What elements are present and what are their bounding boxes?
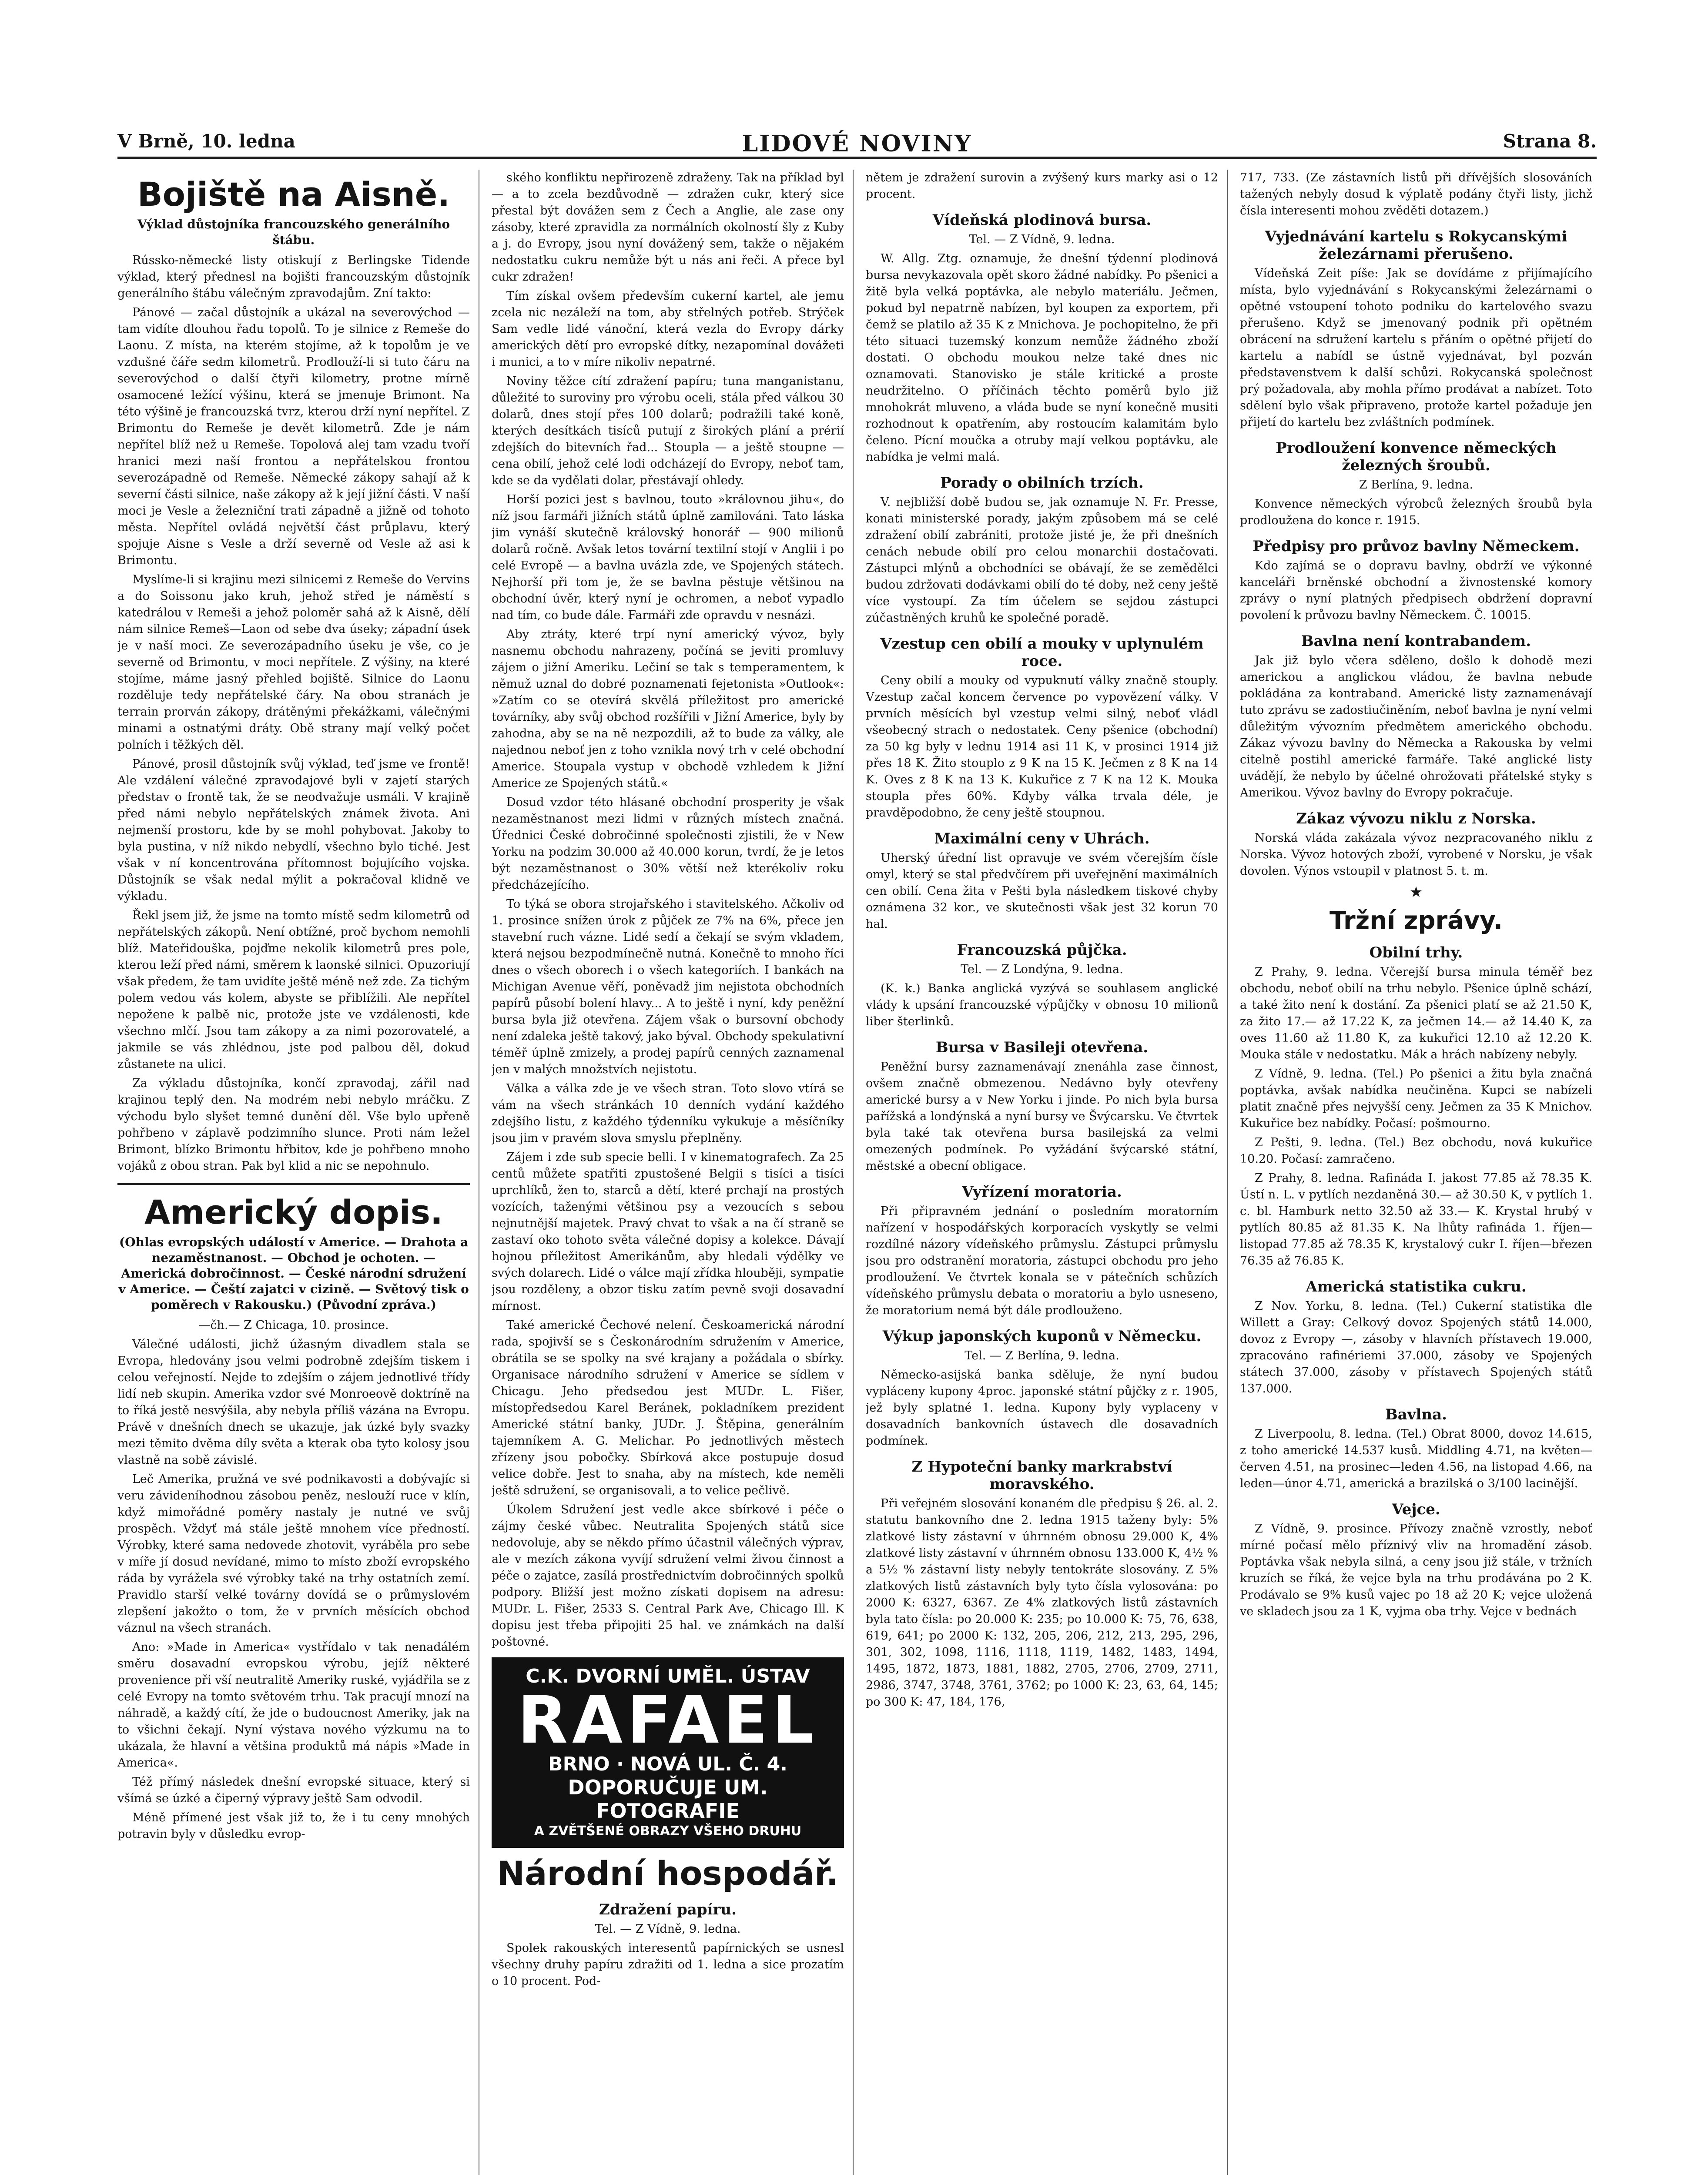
- paragraph: Rússko-německé listy otiskují z Berlingske Tidende výklad, který přednesl na bojišti francouzským důstojník generálního štábu válečným zpravodajům. Zní takto:: [117, 254, 470, 300]
- paragraph: To týká se obora strojařského i stavitelského. Ačkoliv od 1. prosince snížen úrok z půjček ze 7% na 6%, přece jen stavební ruch vázne. Lidé sedí a čekají se svým vkladem, která nejsou bezpodmínečně nutná. Konečně to mnoho říci dnes o všech oborech i o všech kategoriích. I bankách na Michigan Avenue věří, poněvadž jim nejistota obchodních papírů působí bolení hlavy... A to ještě i nyní, kdy peněžní bursa byla již otevřena. Zájem však o bursovní obchody není zdaleka ještě takový, jako býval. Obchody spekulativní téměř úplně zmizely, a prodej papírů cenných zaznamenal jen v malých množstvích nejistotu.: [492, 897, 844, 1076]
- column-divider: [853, 170, 854, 2175]
- paragraph: Z Liverpoolu, 8. ledna. (Tel.) Obrat 8000, dovoz 14.615, z toho americké 14.537 kusů. Middling 4.71, na květen—červen 4.51, na prosinec—leden 4.56, na listopad 4.66, na leden—únor 4.71, americká a brazilská o 3/100 lacinější.: [1240, 1427, 1592, 1490]
- page-number: Strana 8.: [1503, 130, 1597, 152]
- article-title-americky-dopis: Americký dopis.: [144, 1193, 443, 1231]
- article-dateline: Z Berlína, 9. ledna.: [1359, 478, 1474, 492]
- paragraph: (K. k.) Banka anglická vyzývá se souhlasem anglické vlády k upsání francouzské výpůjčky v obnosu 10 milionů liber šterlinků.: [866, 982, 1218, 1028]
- paragraph: Norská vláda zakázala vývoz nezpracovaného niklu z Norska. Vývoz hotových zboží, vyrobené v Norsku, je však dovolen. Výnos vstoupil v platnost 5. t. m.: [1240, 831, 1592, 878]
- section-subtitle: Obilní trhy.: [1369, 944, 1463, 961]
- article-title: Vyřízení moratoria.: [962, 1183, 1122, 1201]
- paragraph: Pánové, prosil důstojník svůj výklad, teď jsme ve frontě! Ale vzdálení válečné zpravodajové byli v zajetí starých představ o frontě tak, že se neodvažuje usmáli. V krajině před námi nebylo nepřátelských známek života. Ani nejmenší prostoru, kde by se mohl pohybovat. Jakoby to byla pustina, v níž nikdo nebydlí, všechno bylo tiché. Jest však v ní koncentrována přítomnost bojujícího vojska. Důstojník se však nedal mýlit a pokračoval klidně ve výkladu.: [117, 757, 470, 903]
- article-dateline: Tel. — Z Vídně, 9. ledna.: [595, 1922, 741, 1936]
- paragraph: Dosud vzdor této hlásané obchodní prosperity je však nezaměstnanost mezi lidmi v různých místech značná. Úřednici České dobročinné společnosti zjistili, že v New Yorku na podzim 30.000 až 40.000 korun, tvrdí, že je letos být nezaměstnanost o 30% větší než kterékoliv roku předcházejícího.: [492, 796, 844, 892]
- paragraph: Pánové — začal důstojník a ukázal na severovýchod — tam vidíte dlouhou řadu topolů. To je silnice z Remeše do Laonu. Z místa, na kterém stojíme, až k topolům je ve vzdušné čáře sedm kilometrů. Prodlouží-li si tuto čáru na severovýchod o další čtyři kilometry, protne mírně osamocené ležící výšinu, která se jmenuje Brimont. Na této výšině je francouzská tvrz, kterou drží nyní nepřítel. Z Brimontu do Remeše je devět kilometrů. Zde je nám nepřítel blíž než u Remeše. Topolová alej tam vzadu tvoří hranici mezi naší frontou a nepřátelskou frontou severozápadně od Remeše. Německé zákopy sahají až k severní části silnice, naše zákopy až k její jižní části. V naší moci je Vesle a železniční trati západně a jižně od tohoto města. Nepřítel ovládá největší část průplavu, který spojuje Aisne s Vesle a drží severně od Vesle až asi k Brimontu.: [117, 306, 470, 567]
- paragraph: Z Vídně, 9. ledna. (Tel.) Po pšenici a žitu byla značná poptávka, avšak nabídka neučiněna. Kupci se nabízeli platit značně přes nejvyšší ceny. Ječmen za 35 K Mnichov. Kukuřice bez nabídky. Počasí: pošmourno.: [1240, 1067, 1592, 1130]
- paragraph: Za výkladu důstojníka, končí zpravodaj, zářil nad krajinou teplý den. Na modrém nebi nebylo mráčku. Z východu bylo slyšet temné dunění děl. Vše bylo upřeně pohřbeno v záplavě podzimního slunce. Proti nám ležel Brimont, blízko Brimontu hřbitov, kde je pohřbeno mnoho vojáků z obou stran. Pak byl klid a nic se nepohnulo.: [117, 1077, 470, 1173]
- paragraph: Válečné události, jichž úžasným divadlem stala se Evropa, hledovány jsou velmi podrobně zdejším tiskem i celou veřejností. Nejde to zdejším o zájem jednotlivé třídy lidí neb skupin. Amerika vzdor své Monroeově doktríně na to říká jestě nesvýšila, aby nebyla příliš vázána na Evropu. Právě v dnešních dnech se ukazuje, jak úzké byly svazky mezi těmito dvěma díly světa a kterak oba tyto kolosy jsou vlastně na sobě závislé.: [117, 1338, 470, 1467]
- header-date: V Brně, 10. ledna: [117, 130, 295, 152]
- paragraph: Spolek rakouských interesentů papírnických se usnesl všechny druhy papíru zdražiti od 1. ledna a sice prozatím o 10 procent. Pod-: [492, 1941, 844, 1988]
- paragraph: nětem je zdražení surovin a zvýšený kurs marky asi o 12 procent.: [866, 171, 1218, 201]
- newspaper-title: LIDOVÉ NOVINY: [742, 130, 972, 157]
- ad-line: BRNO · NOVÁ UL. Č. 4.: [548, 1753, 787, 1775]
- article-title: Zdražení papíru.: [599, 1901, 737, 1918]
- article-dateline: Tel. — Z Vídně, 9. ledna.: [969, 233, 1115, 246]
- paragraph: Také americké Čechové nelení. Českoamerická národní rada, spojivší se s Českonárodním sdružením v Americe, obrátila se se spolky na své krajany a požádala o sbírky. Organisace národního sdružení v Americe se sídlem v Chicagu. Jeho předsedou jest MUDr. L. Fišer, místopředsedou Karel Beránek, pokladníkem prezident Americké státní banky, JUDr. J. Štěpina, generálním tajemníkem A. G. Melichar. Po jednotlivých městech zřízeny jsou pobočky. Sbírková akce postupuje dosud velice dobře. Jest to snaha, aby na místech, kde neměli ještě sdružení, se organisovali, a to velice pečlivě.: [492, 1318, 844, 1497]
- paragraph: Uherský úřední list opravuje ve svém včerejším čísle omyl, který se stal předvčírem při uveřejnění maximálních cen obilí. Cena žita v Pešti byla následkem tiskové chyby oznámena 32 kor., ve skutečnosti však jest 32 korun 70 hal.: [866, 851, 1218, 931]
- article-title: Vzestup cen obilí a mouky v uplynulém roce.: [880, 635, 1204, 670]
- paragraph: Aby ztráty, které trpí nyní americký vývoz, byly nasnemu obchodu nahrazeny, počíná se jeviti promluvy zájem o jižní Ameriku. Lečiní se tak s temperamentem, k němuž uznal do dobré poznamenati fejetonista »Outlook«: »Zatím co se otevírá skvělá příležitost pro americké továrníky, aby svůj obchod rozšířili v Jižní Americe, byly by zahodna, aby se na ně nezpozdili, až to bude za války, ale najednou neboť jen z toho vznikla nový trh v celé obchodní Americe. Stoupala vystup v obchodě vzhledem k Jižní Americe ze Spojených států.«: [492, 628, 844, 790]
- paragraph: Z Pešti, 9. ledna. (Tel.) Bez obchodu, nová kukuřice 10.20. Počasí: zamračeno.: [1240, 1136, 1592, 1166]
- paragraph: Válka a válka zde je ve všech stran. Toto slovo vtírá se vám na všech stránkách 10 denních vydání každého zdejšího listu, z každého týdenníku vykukuje a měsíčníky jsou jim v pravém slova smyslu přeplněny.: [492, 1082, 844, 1145]
- paragraph: ského konfliktu nepřirozeně zdraženy. Tak na příklad byl — a to zcela bezdůvodně — zdražen cukr, který sice přestal být dovážen sem z Čech a Anglie, ale zase ony zásoby, které zpravidla za normálních okolností šly z Kuby a j. do Evropy, jsou nyní dovážený sem, takže o nějakém nedostatku cukru nemůže být u nás ani řeči. A přece byl cukr zdražen!: [492, 171, 844, 284]
- article-subtitle-americky-dopis: (Ohlas evropských událostí v Americe. — Drahota a nezaměstnanost. — Obchod je ochoten. — Americká dobročinnost. — České národní sdružení v Americe. — Čeští zajatci v cizině. — Světový tisk o poměrech v Rakousku.) (Původní zpráva.): [118, 1235, 469, 1312]
- column-4: [1240, 170, 1592, 2175]
- article-title: Porady o obilních trzích.: [940, 474, 1144, 492]
- paragraph: Z Prahy, 8. ledna. Rafináda I. jakost 77.85 až 78.35 K. Ústí n. L. v pytlích nezdaněná 30.— až 30.50 K, v pytlích 1. c. bl. Hamburk netto 32.50 až 33.— K. Krystal hrubý v pytlích 80.85 až 81.35 K. Na lhůty rafináda 1. říjen—listopad 77.85 až 78.35 K, krystalový cukr I. říjen—březen 76.35 až 76.85 K.: [1240, 1171, 1592, 1268]
- article-title: Výkup japonských kuponů v Německu.: [882, 1328, 1202, 1345]
- article-title: Bavlna není kontrabandem.: [1301, 632, 1531, 650]
- paragraph: W. Allg. Ztg. oznamuje, že dnešní týdenní plodinová bursa nevykazovala opět skoro žádné nabídky. Po pšenici a žitě byla velká poptávka, ale nebylo materiálu. Ječmen, pokud byl nepatrně nabízen, byl koupen za exportem, při čemž se platilo až 35 K z Mnichova. Je pochopitelno, že při této situaci tuzemský konzum nemůže žádného zboží dostati. O obchodu moukou nelze také dnes nic oznamovati. Stanovisko je stále kritické a proste neudržitelno. O příčinách těchto poměrů bylo již mnohokrát mluveno, a vláda bude se nyní konečně musiti rozhodnout k opatřením, aby rostoucím kalamitám bylo čeleno. Pícní moučka a otruby mají velkou poptávku, ale nabídka je velmi malá.: [866, 252, 1218, 464]
- column-divider: [1227, 170, 1228, 2175]
- article-title: Bavlna.: [1385, 1406, 1447, 1423]
- paragraph: Horší pozici jest s bavlnou, touto »královnou jihu«, do níž jsou farmáři jižních států úplně zamilováni. Tato láska jim vynáší skutečně královský honorář — 900 milionů dolarů ročně. Avšak letos tovární textilní stojí v Anglii i po celé Evropě — a bavlna uvázla zde, ve Spojených státech. Nejhorší při tom je, že se bavlna pěstuje většinou na obchodní úvěr, který nyní je ochromen, a neboť vypadlo nad tím, co bude dále. Farmáři zde opravdu v nesnázi.: [492, 493, 844, 622]
- paragraph: Též přímý následek dnešní evropské situace, který si všímá se úzké a čiperný výpravy ještě Sam odvodil.: [117, 1775, 470, 1805]
- paragraph: Zájem i zde sub specie belli. I v kinematografech. Za 25 centů můžete spatřiti zpustošené Belgii s tisíci a tisíci uprchlíků, žen to, starců a dětí, které prchají na prostých vozících, taženými většinou psy a vezoucích s sebou nejnutnější majetek. Pravý chvat to však a na čí straně se zastaví oko tohoto světa válečné dopisy a kolekce. Dávají hojnou příležitost Amerikánům, aby hledali výdělky ve svých dolarech. Lidé o válce mají zřídka hlouběji, sympatie jsou rozděleny, a obzor tisku zatím pevně svoji dosavadní mírnost.: [492, 1151, 844, 1313]
- section-title-trzni-zpravy: Tržní zprávy.: [1329, 907, 1503, 935]
- column-3: [866, 170, 1218, 2175]
- paragraph: Při veřejném slosování konaném dle předpisu § 26. al. 2. statutu bankovního dne 2. ledna 1915 taženy byly: 5% zlatkové listy zástavní v úhrnném obnosu 29.000 K, 4% zlatkové listy zástavní v úhrnném obnosu 133.000 K, 4½ % a 5½ % zástavní listy nebyly tentokráte slosovány. Z 5% zlatkových listů zástavních byly tyto čísla vylosována: po 2000 K: 6327, 6367. Ze 4% zlatkových listů zástavních byla tato čísla: po 20.000 K: 235; po 10.000 K: 75, 76, 638, 619, 641; po 2000 K: 132, 205, 206, 212, 213, 295, 296, 301, 302, 1098, 1116, 1118, 1119, 1482, 1483, 1494, 1495, 1872, 1873, 1881, 1882, 2705, 2706, 2709, 2711, 2986, 3747, 3748, 3761, 3762; po 1000 K: 23, 63, 64, 145; po 300 K: 47, 184, 176,: [866, 1497, 1218, 1709]
- article-title: Vejce.: [1392, 1501, 1440, 1518]
- ad-line: C.K. DVORNÍ UMĚL. ÚSTAV: [526, 1665, 810, 1687]
- ad-line: A ZVĚTŠENÉ OBRAZY VŠEHO DRUHU: [534, 1824, 802, 1839]
- paragraph: Jak již bylo včera sděleno, došlo k dohodě mezi americkou a anglickou vládou, že bavlna nebude pokládána za kontraband. Americké listy zaznamenávají tuto zprávu se zadostiučiněním, neboť bavlna je nyní velmi důležitým vývozním předmětem amerického obchodu. Zákaz vývozu bavlny do Německa a Rakouska by velmi citelně postihl americké farmáře. Také anglické listy uvádějí, že nebylo by účelné ohrožovati přátelské styky s Amerikou. Vývoz bavlny do Evropy pokračuje.: [1240, 654, 1592, 800]
- paragraph: Leč Amerika, pružná ve své podnikavosti a dobývajíc si veru závideníhodnou zásobou peněz, neslouží ruce v klín, když mimořádné poměry nastaly je nutné ve svůj prospěch. Vždyť má stále ještě mnohem více předností. Výrobky, které sama nedovede zhotovit, vyráběla pro sebe v míře jí dosud nevídané, mimo to místo zboží evropského ráda by vyrážela své výrobky také na trhy ostatních zemí. Pravidlo starší velké továrny dovídá se o průmyslovém zlepšení jakožto o tom, že v prvních měsících obchod váznul na všech stranách.: [117, 1472, 470, 1635]
- article-title: Francouzská půjčka.: [957, 941, 1127, 959]
- section-rule: [117, 1183, 470, 1185]
- article-title: Maximální ceny v Uhrách.: [934, 830, 1150, 847]
- paragraph: Úkolem Sdružení jest vedle akce sbírkové i péče o zájmy české vůbec. Neutralita Spojených států sice nedovoluje, aby se někdo přímo účastnil válečných výprav, ale v mezích zákona vyvíjí sdružení velmi živou činnost a péče o zajatce, zasílá prostřednictvím dobročinných spolků podpory. Bližší jest možno získati dopisem na adresu: MUDr. L. Fišer, 2533 S. Central Park Ave, Chicago Ill. K dopisu jest třeba připojiti 25 hal. ve známkách na další poštovné.: [492, 1503, 844, 1649]
- column-1: [117, 170, 470, 2175]
- paragraph: Konvence německých výrobců železných šroubů byla prodloužena do konce r. 1915.: [1240, 497, 1592, 527]
- article-title: Americká statistika cukru.: [1306, 1278, 1527, 1295]
- paragraph: 717, 733. (Ze zástavních listů při dřívějších slosováních tažených nebyly dosud k výplatě podány čtyři listy, jichž čísla interesenti mohou zvěděti dotazem.): [1240, 171, 1592, 218]
- paragraph: Z Prahy, 9. ledna. Včerejší bursa minula téměř bez obchodu, neboť obilí na trhu nebylo. Pšenice úplně schází, a také žito není k dostání. Za pšenici platí se až 21.50 K, za žito 17.— až 17.22 K, za ječmen 14.— až 14.40 K, za oves 11.60 až 11.80 K, za kukuřici 12.10 až 12.20 K. Mouka stále v nedostatku. Mák a hrách nabízeny nebyly.: [1240, 965, 1592, 1061]
- advertisement-rafael: [492, 1657, 844, 1848]
- paragraph: Z Vídně, 9. prosince. Přívozy značně vzrostly, neboť mírné počasí mělo příznivý vliv na hromadění zásob. Poptávka však nebyla silná, a ceny jsou již stále, v tržních kruzích se říká, že vejce byla na trhu prodávána po 2 K. Prodávalo se 9% kusů vajec po 18 až 20 K; vejce uložená ve skladech jsou za 1 K, vyjma oba trhy. Vejce v bednách: [1240, 1522, 1592, 1618]
- paragraph: Tím získal ovšem především cukerní kartel, ale jemu zcela nic nezáleží na tom, aby střelných potřeb. Strýček Sam vedle lidé vánoční, která vezla do Evropy dárky amerických dětí pro evropské dítky, nezapomínal dovážeti i munici, a to v míre nikoliv nepatrné.: [492, 289, 844, 369]
- paragraph: V. nejbližší době budou se, jak oznamuje N. Fr. Presse, konati ministerské porady, jakým způsobem má se celé zdražení obilí zabrániti, protože jisté je, že při dnešních cenách nebude obilí pro celou monarchii dostačovati. Zástupci mlýnů a obchodníci se obávají, že se zemědělci budou zdržovati dodávkami obilí do té doby, než ceny ještě více vystoupí. Za tím účelem se sejdou zástupci zúčastněných kruhů ke společné poradě.: [866, 495, 1218, 625]
- article-dateline: —čh.— Z Chicaga, 10. prosince.: [198, 1318, 389, 1332]
- paragraph: Ceny obilí a mouky od vypuknutí války značně stouply. Vzestup začal koncem července po vypovězení války. V prvních měsících byl vzestup velmi silný, neboť vládl všeobecný strach o nedostatek. Ceny pšenice (obchodní) za 50 kg byly v lednu 1914 asi 11 K, v prosinci 1914 již přes 18 K. Žito stouplo z 9 K na 15 K. Ječmen z 8 K na 14 K. Oves z 8 K na 13 K. Kukuřice z 7 K na 12 K. Mouka stoupla přes 60%. Kdyby válka trvala déle, je pravděpodobno, že ceny ještě stoupnou.: [866, 674, 1218, 820]
- paragraph: Ano: »Made in America« vystřídalo v tak nenadálém směru dosavadní evropskou výrobu, jejíž některé provenience při vší neutralitě Ameriky ruské, vyjádřila se z celé Evropy na tomto světovém trhu. Tak pracují mnozí na náhradě, a každý cítí, že jde o budoucnost Ameriky, jak na to všichni čekají. Nyní výstava nového výzkumu na to ukázala, že hlavní a většina produktů má nápis »Made in America«.: [117, 1640, 470, 1770]
- ad-line: DOPORUČUJE UM. FOTOGRAFIE: [568, 1776, 768, 1823]
- article-subtitle-bojiste: Výklad důstojníka francouzského generálního štábu.: [137, 217, 450, 247]
- ad-brand: RAFAEL: [517, 1683, 818, 1758]
- article-title-bojiste: Bojiště na Aisně.: [137, 175, 450, 214]
- article-title: Vídeňská plodinová bursa.: [932, 211, 1152, 229]
- paragraph: Vídeňská Zeit píše: Jak se dovídáme z přijímajícího místa, bylo vyjednávání s Rokycanskými železárnami o opětné vstoupení tohoto podniku do kartelového svazu přerušeno. Když se jmenovaný podnik při opětném obrácení na sdružení kartelu s přáním o opětné přijetí do kartelu a nabídl se ústně vyjednávat, byl pozván představenstvem k další schůzi. Rokycanská společnost prý požadovala, aby mohla přímo prodávat a nabízet. Toto sdělení bylo však připraveno, protože kartel požaduje jen přijetí do kartelu bez zvláštních podmínek.: [1240, 267, 1592, 429]
- page-header: [117, 130, 1597, 159]
- paragraph: Noviny těžce cítí zdražení papíru; tuna manganistanu, důležité to suroviny pro výrobu oceli, stála před válkou 30 dolarů, dnes stojí přes 100 dolarů; podražili také koně, kterých desítkách tisíců putují z širokých plání a prérií zdejších do bitevních řad... Stoupla — a ještě stoupne — cena obilí, jehož celé lodi odcházejí do Evropy, neboť tam, kde se da vydělati dolar, přestávají ohledy.: [492, 375, 844, 487]
- section-star-icon: ★: [1409, 883, 1423, 901]
- paragraph: Peněžní bursy zaznamenávají znenáhla zase činnost, ovšem značně obmezenou. Nedávno byly otevřeny americké bursy a v New Yorku i jinde. Po nich byla bursa pařížská a londýnská a nyní bursy ve Švýcarsku. Ve čtvrtek byla také tak otevřena bursa basilejská za velmi omezených podmínek. Po vyžádání švýcarské státní, městské a obecní obligace.: [866, 1060, 1218, 1173]
- paragraph: Kdo zajímá se o dopravu bavlny, obdrží ve výkonné kanceláři brněnské obchodní a živnostenské komory zprávy o nyní platných předpisech obdržení dopravní povolení k průvozu bavlny Německem. Č. 10015.: [1240, 559, 1592, 622]
- article-title: Z Hypoteční banky markrabství moravského.: [911, 1458, 1172, 1493]
- article-title: Bursa v Basileji otevřena.: [935, 1039, 1149, 1056]
- column-2: [492, 170, 844, 2175]
- article-title: Vyjednávání kartelu s Rokycanskými železárnami přerušeno.: [1265, 228, 1567, 263]
- article-dateline: Tel. — Z Berlína, 9. ledna.: [965, 1349, 1119, 1362]
- article-dateline: Tel. — Z Londýna, 9. ledna.: [961, 963, 1123, 976]
- paragraph: Německo-asijská banka sděluje, že nyní budou vypláceny kupony 4proc. japonské státní půjčky z r. 1905, jež byly splatné 1. ledna. Kupony byly vyplaceny v dosavadních bankovních ústavech dle dosavadních podmínek.: [866, 1368, 1218, 1448]
- paragraph: Myslíme-li si krajinu mezi silnicemi z Remeše do Vervins a do Soissonu jako kruh, jehož střed je náměstí s katedrálou v Remeši a jehož poloměr sahá až k Aisně, dělí nám silnice Remeš—Laon od sebe dva úseky; západní úsek je v naší moci. Ze severozápadního úseku je vše, co je severně od Brimontu, v moci nepřítele. Z výšiny, na které stojíme, máme jasný přehled bojiště. Silnice do Laonu rozděluje tedy nepřátelské čáry. Na obou stranách je terrain prorván zákopy, drátěnými překážkami, válečnými minami a ostnatými dráty. Obě strany mají velký počet polních i těžkých děl.: [117, 573, 470, 752]
- section-title-narodni-hospodar: Národní hospodář.: [497, 1854, 839, 1893]
- paragraph: Řekl jsem již, že jsme na tomto místě sedm kilometrů od nepřátelských zákopů. Není obtížné, proč bychom nemohli blíž. Mateřidouška, pojďme nekolik kilometrů pres pole, kterou leží před námi, směrem k laonské silnici. Opuzoriují však předem, že tam uvidíte ještě méně než zde. Za tichým polem vedou vás kolem, abyste se přiblížili. Ale nepřítel nepožene k palbě nic, protože jste ve vzdálenosti, kde všechno mlčí. Jsou tam zákopy a za nimi pozorovatelé, a jakmile se vás zhlédnou, jste pod palbou děl, dokud zůstanete na ulici.: [117, 909, 470, 1071]
- paragraph: Méně přímené jest však již to, že i tu ceny mnohých potravin byly v důsledku evrop-: [117, 1811, 470, 1841]
- article-title: Prodloužení konvence německých železných šroubů.: [1276, 439, 1557, 474]
- article-title: Zákaz vývozu niklu z Norska.: [1296, 810, 1536, 827]
- article-title: Předpisy pro průvoz bavlny Německem.: [1253, 538, 1580, 555]
- paragraph: Při připravném jednání o posledním moratorním nařízení v hospodářských korporacích vyskytly se velmi rozdílné názory vídeňského průmyslu. Zástupci průmyslu jsou pro odstranění moratoria, zástupci obchodu pro jeho prodloužení. Ve čtvrtek konala se v pátečních schůzích vídeňského průmyslu debata o moratoriu a bylo usneseno, že moratorium nemá být dále prodlouženo.: [866, 1205, 1218, 1317]
- paragraph: Z Nov. Yorku, 8. ledna. (Tel.) Cukerní statistika dle Willett a Gray: Celkový dovoz Spojených států 14.000, dovoz z Evropy —, zásoby v hlavních přístavech 19.000, zpracováno rafinériemi 37.000, zásoby ve Spojených státech 37.000, zásoby v přístavech Spojených států 137.000.: [1240, 1299, 1592, 1395]
